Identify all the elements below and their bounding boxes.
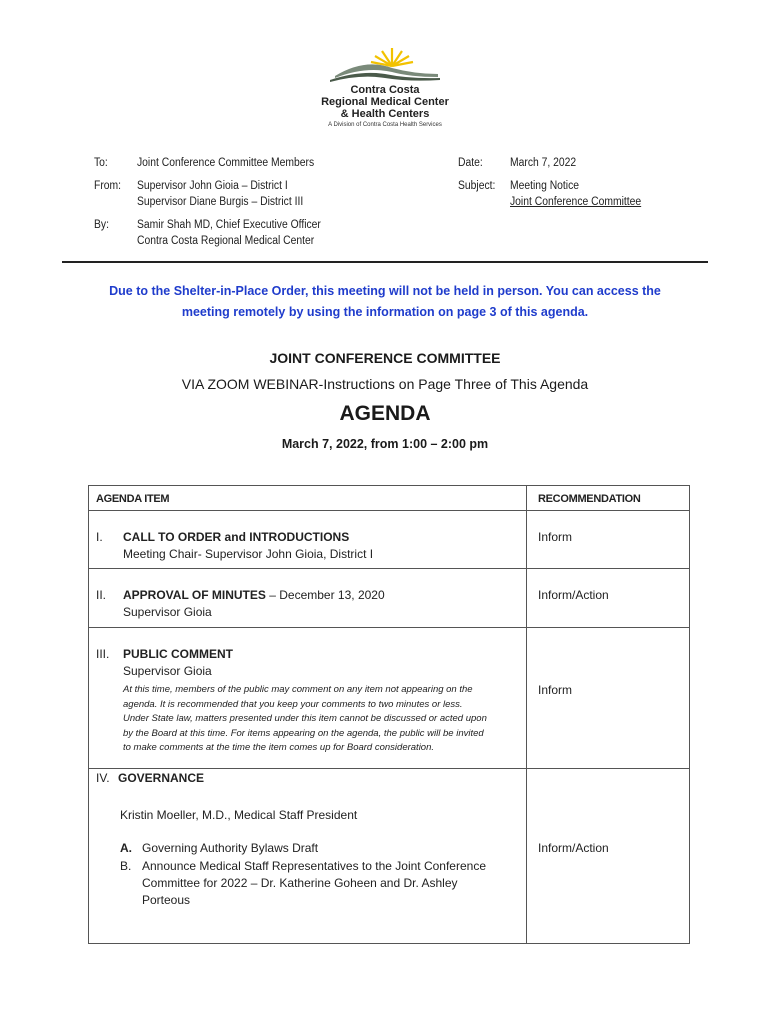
table-column-divider [526,485,527,944]
subject-line-1: Meeting Notice [510,180,580,192]
item-recommendation: Inform/Action [538,841,609,855]
item-recommendation: Inform/Action [538,588,609,602]
header-divider [62,261,708,263]
meeting-date-time: March 7, 2022, from 1:00 – 2:00 pm [281,437,489,451]
shelter-notice: Due to the Shelter-in-Place Order, this meeting will not be held in person. You can access the meeting remotely by using the information on page 3 of this agenda. [109,284,661,319]
table-row [123,529,373,563]
item-number: II. [96,588,107,602]
subject-label: Subject: [458,180,496,192]
by-label: By: [94,219,109,231]
date-label: Date: [458,157,483,169]
item-number: IV. [96,771,110,785]
from-line-2: Supervisor Diane Burgis – District III [137,196,304,208]
by-line-2: Contra Costa Regional Medical Center [137,235,315,247]
item-title: CALL TO ORDER and INTRODUCTIONS [123,530,350,544]
item-number: III. [96,647,110,661]
webinar-title: VIA ZOOM WEBINAR-Instructions on Page Three of This Agenda [181,376,589,392]
item-presenter: Supervisor Gioia [123,605,212,619]
sub-item-label: A. [120,841,132,855]
table-row-divider [88,627,690,628]
logo-subtitle: A Division of Contra Costa Health Services [328,122,442,128]
sub-item-label: B. [120,859,132,873]
table-row-divider [88,568,690,569]
sub-item-text: Governing Authority Bylaws Draft [142,841,319,855]
organization-logo [300,44,470,134]
subject-line-2: Joint Conference Committee [510,196,642,208]
item-number: I. [96,530,103,544]
item-title: PUBLIC COMMENT [123,647,233,661]
table-header-divider [88,510,690,511]
from-label: From: [94,180,122,192]
header-agenda-item: AGENDA ITEM [96,493,170,505]
table-row [123,587,385,621]
item-recommendation: Inform [538,530,573,544]
date-value: March 7, 2022 [510,157,577,169]
item-presenter: Kristin Moeller, M.D., Medical Staff President [120,808,358,822]
sun-hills-icon [330,44,440,84]
from-line-1: Supervisor John Gioia – District I [137,180,288,192]
item-title-suffix: – December 13, 2020 [265,588,385,602]
item-presenter: Meeting Chair- Supervisor John Gioia, District I [123,547,374,561]
item-presenter: Supervisor Gioia [123,664,212,678]
table-row [123,646,233,680]
to-value: Joint Conference Committee Members [137,157,315,169]
item-title: APPROVAL OF MINUTES [123,588,266,602]
table-row-divider [88,768,690,769]
logo-wordmark: Contra Costa Regional Medical Center & Health Centers [321,84,449,120]
by-line-1: Samir Shah MD, Chief Executive Officer [137,219,321,231]
committee-title: JOINT CONFERENCE COMMITTEE [269,350,501,366]
item-title: GOVERNANCE [118,771,205,785]
header-recommendation: RECOMMENDATION [538,493,641,505]
agenda-title: AGENDA [339,402,431,425]
item-recommendation: Inform [538,683,573,697]
sub-item-text: Announce Medical Staff Representatives to the Joint Conference Committee for 2022 – Dr. Katherine Goheen and Dr. Ashley Porteous [142,859,486,907]
public-comment-note: At this time, members of the public may comment on any item not appearing on the agenda. It is recommended that you keep your comments to two minutes or less. Under State law, matters presented under this item cannot be discussed or acted upon by the Board at this time. For items appearing on the agenda, the public will be invited to make comments at the time the item comes up for Board consideration. [123,684,487,753]
to-label: To: [94,157,108,169]
